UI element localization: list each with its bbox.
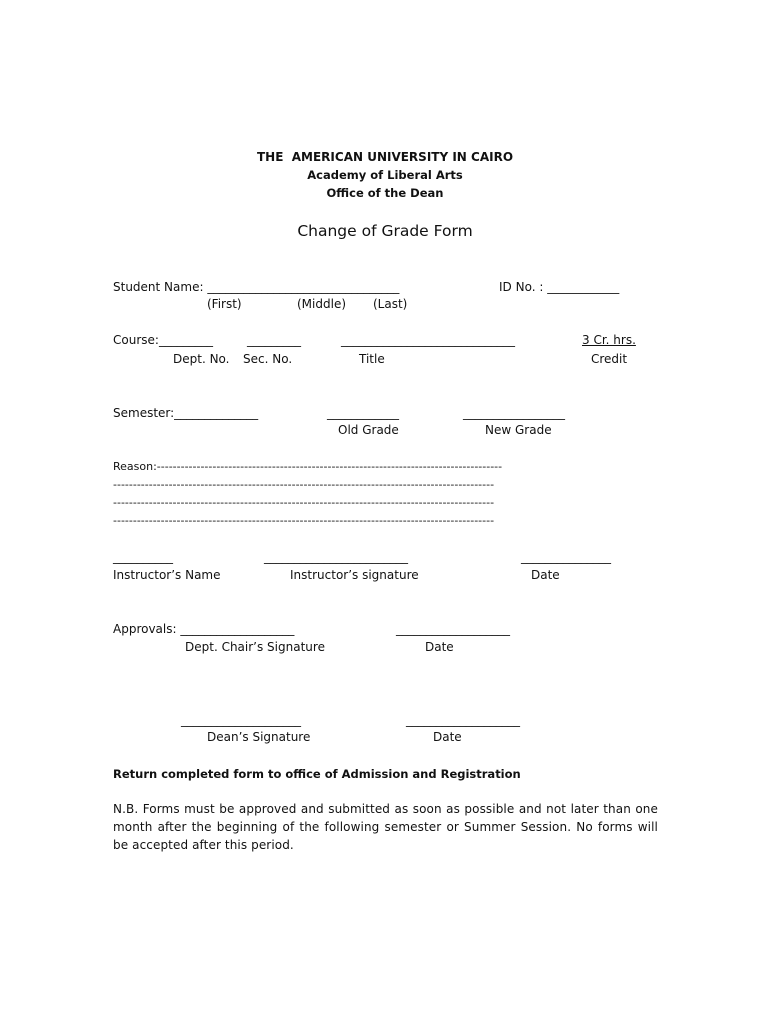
dean-date-field[interactable]: ___________________ — [406, 713, 520, 727]
academy-name: Academy of Liberal Arts — [307, 168, 463, 182]
middle-name-label: (Middle) — [297, 297, 347, 311]
course-dept-field[interactable]: Course:_________ — [113, 333, 213, 347]
instructor-name-field[interactable]: __________ — [113, 550, 173, 564]
office-name: Office of the Dean — [326, 186, 444, 200]
sec-no-label: Sec. No. — [243, 352, 293, 366]
semester-field[interactable]: Semester:______________ — [113, 406, 259, 420]
credit-label: Credit — [591, 352, 628, 366]
instructor-date-label: Date — [531, 568, 560, 582]
reason-line-1[interactable]: Reason:--------------------------------------------------------------------------------------- — [113, 460, 503, 473]
first-name-label: (First) — [207, 297, 242, 311]
last-name-label: (Last) — [373, 297, 408, 311]
id-number-field[interactable]: ID No. : ____________ — [499, 280, 620, 294]
approvals-date-label: Date — [425, 640, 454, 654]
course-title-label: Title — [359, 352, 385, 366]
old-grade-label: Old Grade — [338, 423, 399, 437]
dean-signature-label: Dean’s Signature — [207, 730, 311, 744]
university-name: THE AMERICAN UNIVERSITY IN CAIRO — [256, 150, 514, 164]
instructor-name-label: Instructor’s Name — [113, 568, 221, 582]
chair-signature-label: Dept. Chair’s Signature — [185, 640, 325, 654]
course-section-field[interactable]: _________ — [247, 333, 301, 347]
form-title: Change of Grade Form — [297, 222, 473, 240]
course-title-field[interactable]: _____________________________ — [341, 333, 515, 347]
approvals-chair-field[interactable]: Approvals: ___________________ — [113, 622, 295, 636]
instructor-signature-label: Instructor’s signature — [290, 568, 419, 582]
reason-line-2[interactable]: ------------------------------------------------------------------------------------------------ — [113, 478, 495, 491]
credit-hours-value: 3 Cr. hrs. — [582, 333, 636, 347]
reason-line-4[interactable]: ------------------------------------------------------------------------------------------------ — [113, 514, 495, 527]
old-grade-field[interactable]: ____________ — [327, 406, 399, 420]
new-grade-field[interactable]: _________________ — [463, 406, 565, 420]
reason-line-3[interactable]: ------------------------------------------------------------------------------------------------ — [113, 496, 495, 509]
dean-signature-field[interactable]: ____________________ — [181, 713, 301, 727]
instructor-date-field[interactable]: _______________ — [521, 550, 611, 564]
instructor-signature-field[interactable]: ________________________ — [264, 550, 408, 564]
approvals-date-field[interactable]: ___________________ — [396, 622, 510, 636]
dean-date-label: Date — [433, 730, 462, 744]
new-grade-label: New Grade — [485, 423, 552, 437]
student-name-field[interactable]: Student Name: ________________________________ — [113, 280, 400, 294]
dept-no-label: Dept. No. — [173, 352, 230, 366]
nb-note: N.B. Forms must be approved and submitted as soon as possible and not later than one month after the beginning of the following semester or Summer Session. No forms will be accepted after this period. — [113, 802, 658, 852]
return-instruction: Return completed form to office of Admission and Registration — [113, 767, 521, 781]
